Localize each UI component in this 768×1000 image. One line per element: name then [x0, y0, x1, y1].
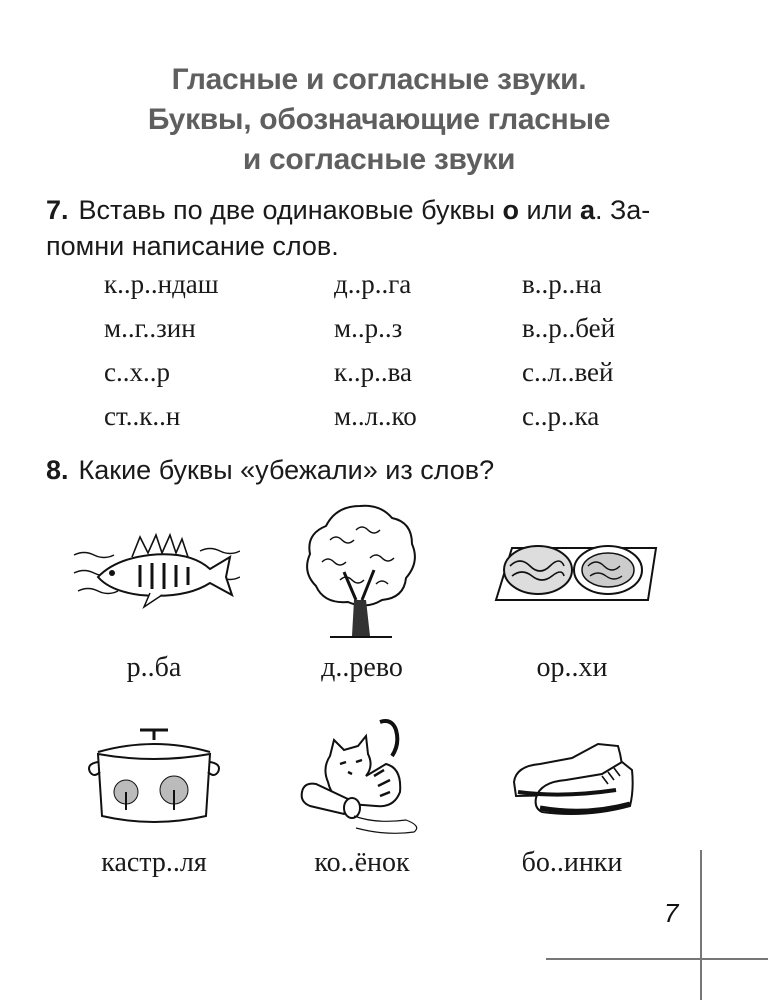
caption-nuts: ор..хи [536, 652, 608, 683]
fish-illustration [70, 525, 240, 610]
word-item: м..л..ко [334, 401, 417, 431]
word-item: ст..к..н [104, 401, 181, 431]
caption-pot: кастр..ля [101, 847, 207, 878]
word-row [104, 310, 664, 354]
task-8-instruction [46, 452, 746, 488]
section-heading [0, 60, 758, 180]
pot-illustration [84, 724, 224, 828]
task-7-text-part-3: . За- [594, 195, 651, 225]
word-grid [104, 266, 664, 442]
word-item: с..л..вей [522, 357, 614, 387]
word-item: к..р..ндаш [104, 269, 219, 299]
word-item: д..р..га [334, 269, 412, 299]
word-item: в..р..на [522, 269, 602, 299]
task-8-text: Какие буквы «убежали» из слов? [78, 455, 495, 485]
caption-tree: д..рево [321, 652, 403, 683]
caption-fish: р..ба [126, 652, 182, 683]
task-7-letter-a: а [579, 195, 595, 225]
corner-horizontal-line [546, 958, 768, 960]
heading-line-1: Гласные и согласные звуки. [171, 63, 587, 96]
task-7-instruction [46, 192, 746, 264]
task-7-letter-o: о [502, 195, 520, 225]
word-item: м..г..зин [104, 313, 196, 343]
word-item: м..р..з [334, 313, 403, 343]
corner-vertical-line [700, 850, 702, 1000]
task-8-number: 8. [46, 455, 69, 485]
page-number: 7 [664, 898, 679, 928]
nuts-illustration [492, 530, 658, 602]
heading-line-2: Буквы, обозначающие гласные [147, 103, 611, 136]
heading-line-3: и согласные звуки [242, 143, 516, 176]
task-7-line-2: помни написание слов. [46, 231, 339, 261]
word-item: к..р..ва [334, 357, 412, 387]
word-row [104, 354, 664, 398]
word-item: в..р..бей [522, 313, 616, 343]
task-7-text-part-2: или [519, 195, 580, 225]
caption-boots: бо..инки [521, 847, 623, 878]
word-item: с..р..ка [522, 401, 600, 431]
kitten-illustration [296, 716, 428, 836]
word-row [104, 266, 664, 310]
caption-kitten: ко..ёнок [314, 847, 410, 878]
word-row [104, 398, 664, 442]
task-7-number: 7. [46, 195, 69, 225]
tree-illustration [300, 500, 420, 640]
boots-illustration [506, 736, 636, 820]
task-7-text-part-1: Вставь по две одинаковые буквы [78, 195, 503, 225]
word-item: с..х..р [104, 357, 170, 387]
